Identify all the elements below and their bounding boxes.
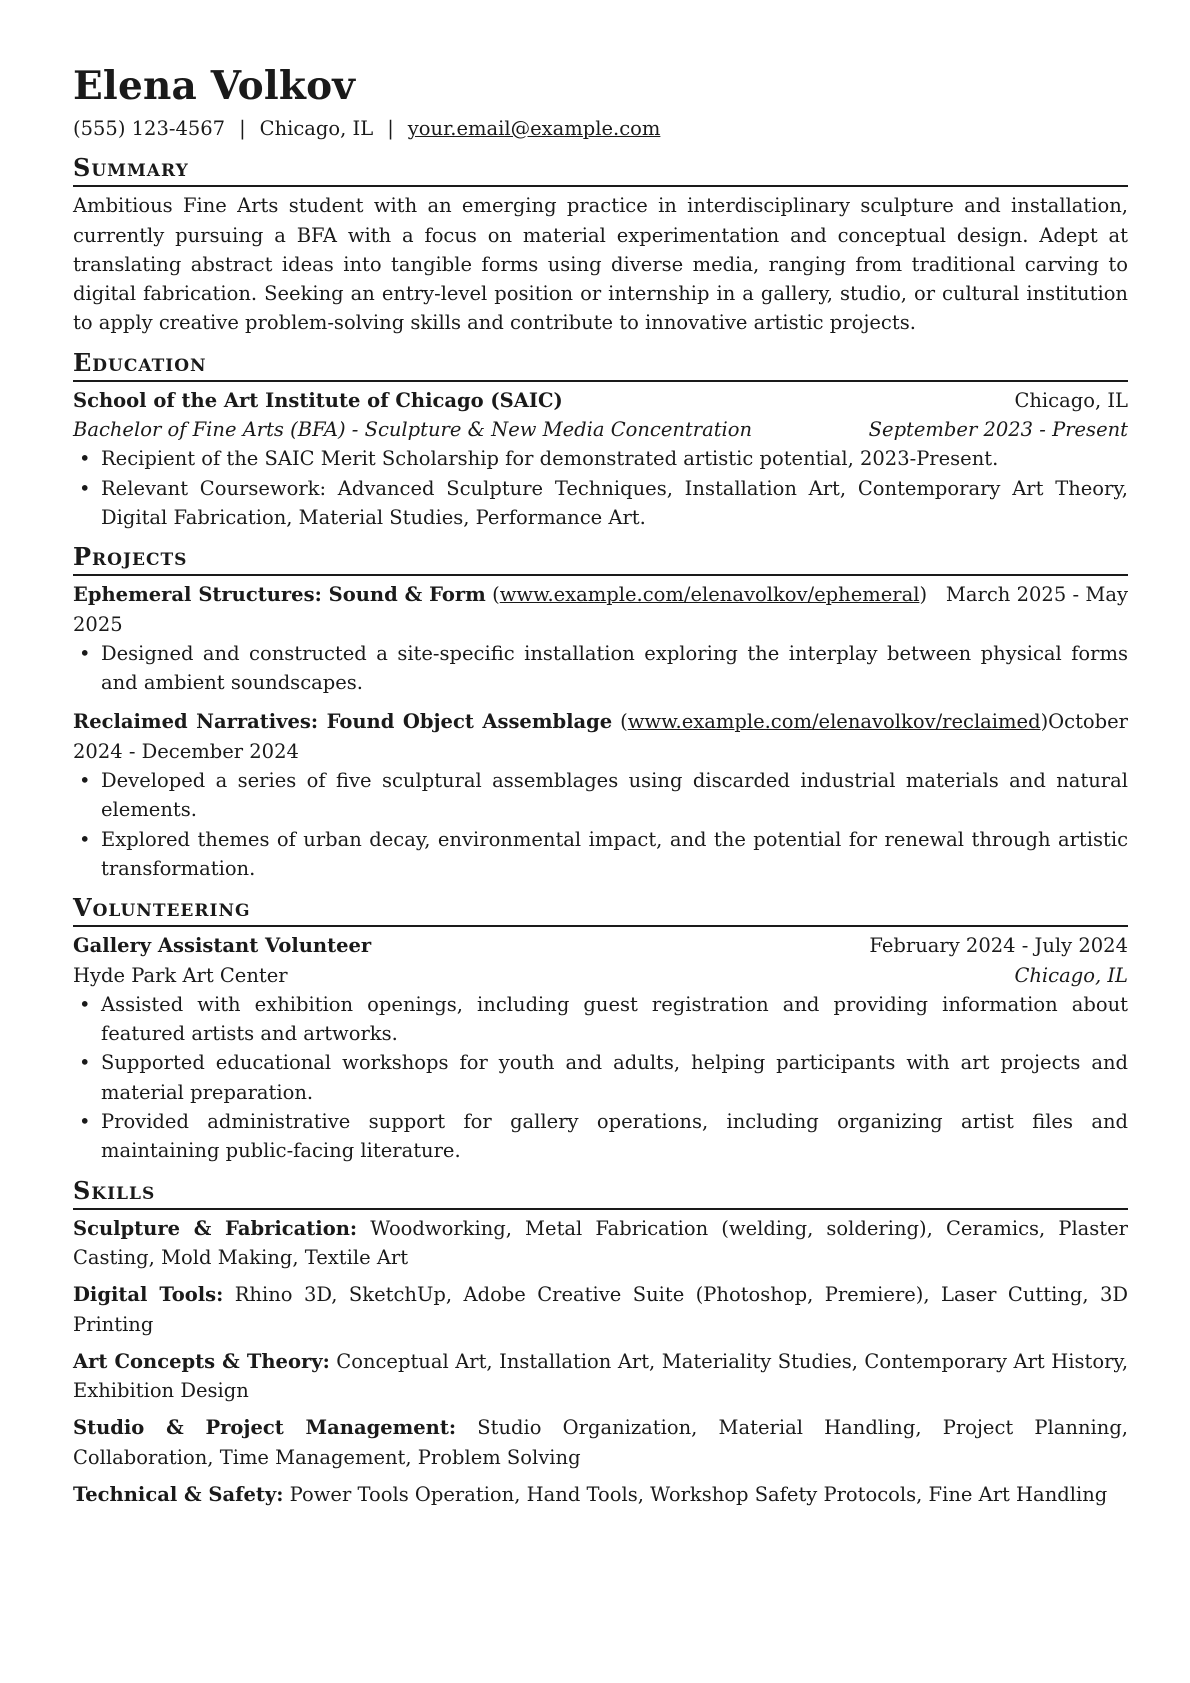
education-section — [73, 348, 1128, 532]
list-item: • Designed and constructed a site-specific installation exploring the interplay between physical forms and ambient soundscapes. — [101, 639, 1128, 698]
list-item: • Explored themes of urban decay, environmental impact, and the potential for renewal through artistic transformation. — [101, 825, 1128, 884]
contact-location: Chicago, IL — [259, 117, 374, 140]
contact-line — [73, 114, 1128, 143]
skill-value: Woodworking, Metal Fabrication (welding, soldering), Ceramics, Plaster Casting, Mold Making, Textile Art — [73, 1216, 1129, 1269]
project-dates: March 2025 - May 2025 — [73, 583, 1128, 636]
section-title-skills: Skills — [73, 1176, 1128, 1210]
list-item: • Developed a series of five sculptural assemblages using discarded industrial materials and natural elements. — [101, 766, 1128, 825]
volunteer-org-row — [73, 961, 1128, 990]
contact-separator: | — [239, 117, 246, 140]
project-link[interactable]: www.example.com/elenavolkov/ephemeral — [499, 583, 920, 607]
section-title-education: Education — [73, 348, 1128, 382]
education-header-row — [73, 386, 1128, 415]
project-bullets — [73, 639, 1128, 698]
volunteer-dates: February 2024 - July 2024 — [869, 934, 1128, 958]
project-name: Ephemeral Structures: Sound & Form — [73, 583, 486, 607]
section-title-volunteering: Volunteering — [73, 893, 1128, 927]
skill-line — [73, 1214, 1128, 1273]
phone-number: (555) 123-4567 — [73, 117, 226, 140]
volunteer-bullets — [73, 990, 1128, 1166]
skill-value: Studio Organization, Material Handling, Project Planning, Collaboration, Time Management, Problem Solving — [73, 1416, 1129, 1469]
volunteer-org: Hyde Park Art Center — [73, 963, 288, 987]
volunteer-header-row — [73, 931, 1128, 960]
list-item: • Relevant Coursework: Advanced Sculpture Techniques, Installation Art, Contemporary Art Theory, Digital Fabrication, Material Studies, Performance Art. — [101, 474, 1128, 533]
list-item: • Assisted with exhibition openings, including guest registration and providing information about featured artists and artworks. — [101, 990, 1128, 1049]
skill-line — [73, 1480, 1128, 1509]
degree-name: Bachelor of Fine Arts (BFA) - Sculpture & New Media Concentration — [73, 418, 753, 442]
summary-text: Ambitious Fine Arts student with an emerging practice in interdisciplinary sculpture and installation, currently pursuing a BFA with a focus on material experimentation and conceptual design. Adept at translating abstract ideas into tangible forms using diverse media, ranging from traditional carving to digital fabrication. Seeking an entry-level position or internship in a gallery, studio, or cultural institution to apply creative problem-solving skills and contribute to innovative artistic projects. — [73, 194, 1128, 335]
skill-value: Power Tools Operation, Hand Tools, Workshop Safety Protocols, Fine Art Handling — [289, 1482, 1108, 1506]
skill-line — [73, 1280, 1128, 1339]
school-location: Chicago, IL — [1014, 388, 1128, 412]
skill-label: Studio & Project Management: — [73, 1416, 457, 1440]
list-item: • Recipient of the SAIC Merit Scholarship for demonstrated artistic potential, 2023-Present. — [101, 444, 1128, 473]
email-link[interactable]: your.email@example.com — [407, 117, 661, 140]
project-name: Reclaimed Narratives: Found Object Assemblage — [73, 710, 613, 734]
skill-label: Art Concepts & Theory: — [73, 1349, 330, 1373]
education-degree-row — [73, 415, 1128, 444]
skill-label: Sculpture & Fabrication: — [73, 1216, 358, 1240]
project-link[interactable]: www.example.com/elenavolkov/reclaimed — [627, 710, 1041, 734]
section-title-projects: Projects — [73, 542, 1128, 576]
skills-section — [73, 1176, 1128, 1510]
project-header: Reclaimed Narratives: Found Object Assemblage (www.example.com/elenavolkov/reclaimed)October 2024 - December 2024 — [73, 710, 1128, 763]
school-name: School of the Art Institute of Chicago (SAIC) — [73, 388, 563, 412]
section-title-summary: Summary — [73, 153, 1128, 187]
skill-label: Technical & Safety: — [73, 1482, 284, 1506]
projects-section — [73, 542, 1128, 883]
project-header: Ephemeral Structures: Sound & Form (www.example.com/elenavolkov/ephemeral) March 2025 - May 2025 — [73, 583, 1128, 636]
project-bullets — [73, 766, 1128, 883]
project-dates: October 2024 - December 2024 — [73, 710, 1128, 763]
education-bullets — [73, 444, 1128, 532]
skill-value: Conceptual Art, Installation Art, Materiality Studies, Contemporary Art History, Exhibition Design — [73, 1349, 1129, 1403]
volunteer-location: Chicago, IL — [1014, 963, 1128, 987]
contact-separator: | — [387, 117, 394, 140]
volunteer-role: Gallery Assistant Volunteer — [73, 934, 372, 958]
volunteering-section — [73, 893, 1128, 1165]
skill-line — [73, 1347, 1128, 1406]
skill-value: Rhino 3D, SketchUp, Adobe Creative Suite (Photoshop, Premiere), Laser Cutting, 3D Printing — [73, 1283, 1129, 1336]
project-entry — [73, 707, 1128, 883]
candidate-name: Elena Volkov — [73, 63, 356, 109]
project-entry — [73, 580, 1128, 697]
summary-section — [73, 153, 1128, 337]
education-dates: September 2023 - Present — [868, 418, 1128, 442]
skill-line — [73, 1413, 1128, 1472]
list-item: • Provided administrative support for gallery operations, including organizing artist files and maintaining public-facing literature. — [101, 1107, 1128, 1166]
skill-label: Digital Tools: — [73, 1283, 224, 1307]
list-item: • Supported educational workshops for youth and adults, helping participants with art projects and material preparation. — [101, 1048, 1128, 1107]
